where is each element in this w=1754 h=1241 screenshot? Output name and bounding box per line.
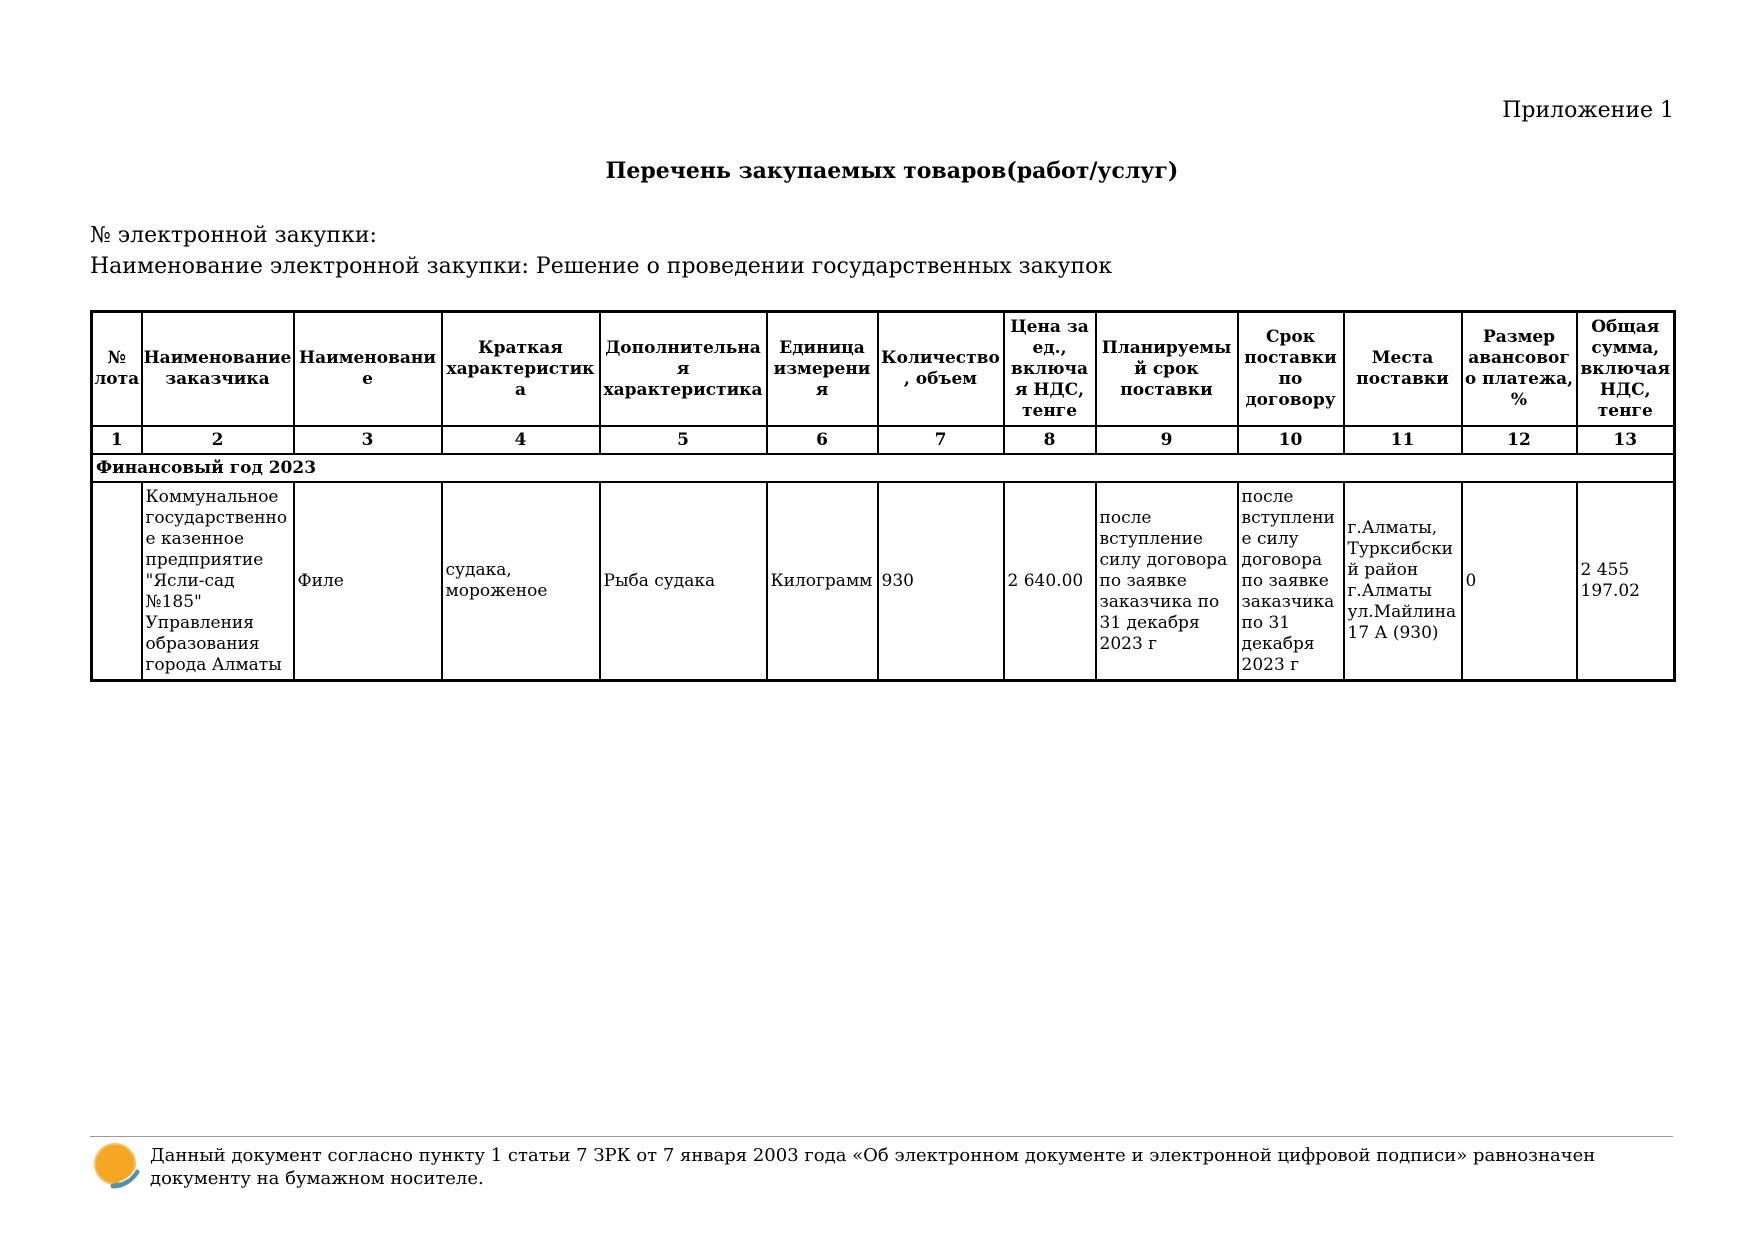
footer-divider bbox=[90, 1136, 1673, 1137]
column-number-row bbox=[92, 426, 1675, 454]
cell-total: 2 455 197.02 bbox=[1577, 482, 1675, 681]
col-number: 10 bbox=[1238, 426, 1344, 454]
procurement-items-table bbox=[90, 310, 1676, 682]
col-header-lot: № лота bbox=[92, 312, 142, 427]
cell-name: Филе bbox=[294, 482, 442, 681]
procurement-meta bbox=[90, 220, 1112, 282]
col-number: 13 bbox=[1577, 426, 1675, 454]
col-number: 12 bbox=[1462, 426, 1577, 454]
cell-customer: Коммунальное государственное казенное предприятие "Ясли-сад №185" Управления образования города Алматы bbox=[142, 482, 294, 681]
col-header-qty: Количество, объем bbox=[878, 312, 1004, 427]
cell-extra: Рыба судака bbox=[600, 482, 767, 681]
col-header-name: Наименование bbox=[294, 312, 442, 427]
cell-contract-term: после вступление силу договора по заявке заказчика по 31 декабря 2023 г bbox=[1238, 482, 1344, 681]
col-number: 2 bbox=[142, 426, 294, 454]
col-header-contract-term: Срок поставки по договору bbox=[1238, 312, 1344, 427]
table-row bbox=[92, 482, 1675, 681]
col-header-planned: Планируемый срок поставки bbox=[1096, 312, 1238, 427]
cell-qty: 930 bbox=[878, 482, 1004, 681]
col-header-short: Краткая характеристика bbox=[442, 312, 600, 427]
procurement-number: № электронной закупки: bbox=[90, 223, 377, 248]
cell-short: судака, мороженое bbox=[442, 482, 600, 681]
egov-logo-icon bbox=[93, 1142, 141, 1190]
cell-unit: Килограмм bbox=[767, 482, 878, 681]
col-header-total: Общая сумма, включая НДС, тенге bbox=[1577, 312, 1675, 427]
cell-lot bbox=[92, 482, 142, 681]
col-number: 5 bbox=[600, 426, 767, 454]
col-number: 9 bbox=[1096, 426, 1238, 454]
procurement-name: Наименование электронной закупки: Решение о проведении государственных закупок bbox=[90, 254, 1113, 279]
col-number: 7 bbox=[878, 426, 1004, 454]
col-number: 3 bbox=[294, 426, 442, 454]
col-header-customer: Наименование заказчика bbox=[142, 312, 294, 427]
header-row bbox=[92, 312, 1675, 427]
cell-price: 2 640.00 bbox=[1004, 482, 1096, 681]
cell-advance: 0 bbox=[1462, 482, 1577, 681]
col-header-place: Места поставки bbox=[1344, 312, 1462, 427]
col-number: 8 bbox=[1004, 426, 1096, 454]
document-title: Перечень закупаемых товаров(работ/услуг) bbox=[605, 158, 1179, 184]
col-number: 6 bbox=[767, 426, 878, 454]
col-number: 4 bbox=[442, 426, 600, 454]
annex-label: Приложение 1 bbox=[1502, 98, 1674, 123]
col-number: 1 bbox=[92, 426, 142, 454]
cell-planned: после вступление силу договора по заявке заказчика по 31 декабря 2023 г bbox=[1096, 482, 1238, 681]
financial-year-label: Финансовый год 2023 bbox=[92, 454, 1675, 482]
footer-legal-note: Данный документ согласно пункту 1 статьи 7 ЗРК от 7 января 2003 года «Об электронном документе и электронной цифровой подписи» равнозначен документу на бумажном носителе. bbox=[150, 1145, 1596, 1189]
financial-year-row bbox=[92, 454, 1675, 482]
col-header-advance: Размер авансового платежа, % bbox=[1462, 312, 1577, 427]
col-header-extra: Дополнительная характеристика bbox=[600, 312, 767, 427]
col-header-unit: Единица измерения bbox=[767, 312, 878, 427]
cell-place: г.Алматы, Турксибский район г.Алматы ул.Майлина 17 А (930) bbox=[1344, 482, 1462, 681]
col-number: 11 bbox=[1344, 426, 1462, 454]
col-header-price: Цена за ед., включая НДС, тенге bbox=[1004, 312, 1096, 427]
